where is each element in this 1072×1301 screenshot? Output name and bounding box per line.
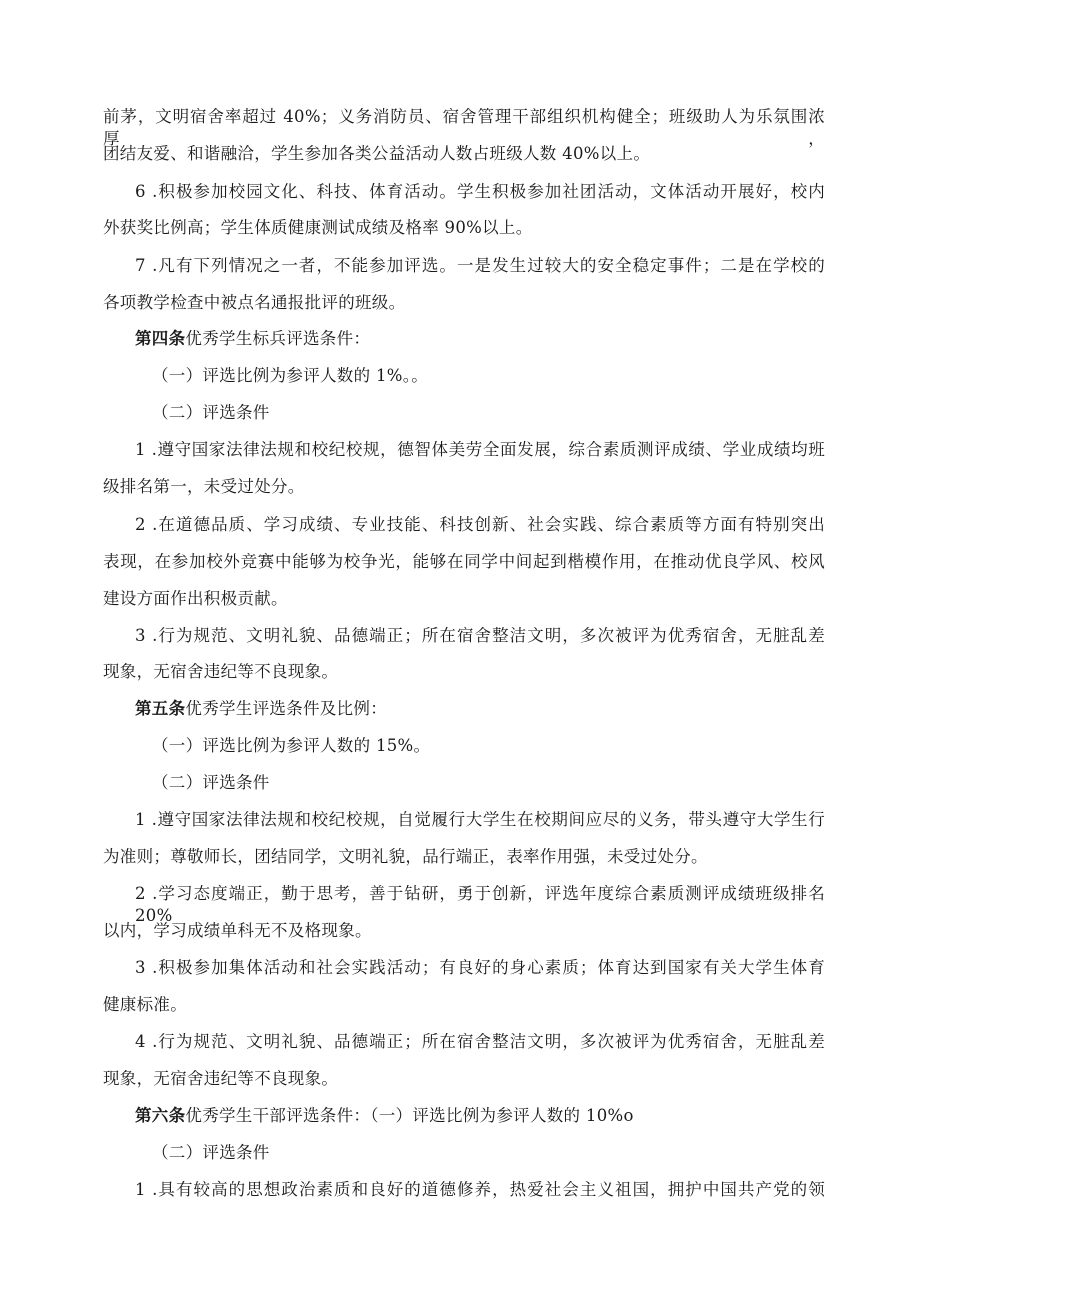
article-number: 第五条 xyxy=(135,699,186,718)
text-line: 2 .在道德品质、学习成绩、专业技能、科技创新、社会实践、综合素质等方面有特别突出 xyxy=(135,515,825,534)
text-line: （一）评选比例为参评人数的 1%。。 xyxy=(152,366,429,385)
text-line: 现象，无宿舍违纪等不良现象。 xyxy=(103,662,339,681)
text-line: 7 .凡有下列情况之一者，不能参加评选。一是发生过较大的安全稳定事件；二是在学校的 xyxy=(135,256,825,275)
text-line: 前茅，文明宿舍率超过 40%；义务消防员、宿舍管理干部组织机构健全；班级助人为乐氛围浓厚， xyxy=(103,107,825,148)
text-line: 1 .遵守国家法律法规和校纪校规，自觉履行大学生在校期间应尽的义务，带头遵守大学生行 xyxy=(135,810,825,829)
text-line: 1 .遵守国家法律法规和校纪校规，德智体美劳全面发展，综合素质测评成绩、学业成绩均班 xyxy=(135,440,825,459)
article-heading-6: 第六条优秀学生干部评选条件：（一）评选比例为参评人数的 10%o xyxy=(135,1106,634,1125)
text-line: （二）评选条件 xyxy=(152,1143,270,1162)
text-line: （一）评选比例为参评人数的 15%。 xyxy=(152,736,431,755)
text-line: 3 .行为规范、文明礼貌、品德端正；所在宿舍整洁文明，多次被评为优秀宿舍，无脏乱差 xyxy=(135,626,825,645)
text-line: （二）评选条件 xyxy=(152,773,270,792)
text-line: 表现，在参加校外竞赛中能够为校争光，能够在同学中间起到楷模作用，在推动优良学风、校风 xyxy=(103,552,825,571)
text-line: 级排名第一，未受过处分。 xyxy=(103,477,305,496)
text-line: 各项教学检查中被点名通报批评的班级。 xyxy=(103,293,406,312)
text-line: 健康标准。 xyxy=(103,995,187,1014)
text-line: 2 .学习态度端正，勤于思考，善于钻研，勇于创新，评选年度综合素质测评成绩班级排名 20% xyxy=(135,884,825,925)
text-line: 6 .积极参加校园文化、科技、体育活动。学生积极参加社团活动，文体活动开展好，校内 xyxy=(135,182,825,201)
text-line: 3 .积极参加集体活动和社会实践活动；有良好的身心素质；体育达到国家有关大学生体育 xyxy=(135,958,825,977)
text-line: 以内，学习成绩单科无不及格现象。 xyxy=(103,921,372,940)
text-line: 建设方面作出积极贡献。 xyxy=(103,589,288,608)
text-line: 为准则；尊敬师长，团结同学，文明礼貌，品行端正，表率作用强，未受过处分。 xyxy=(103,847,708,866)
text-line: 团结友爱、和谐融洽，学生参加各类公益活动人数占班级人数 40%以上。 xyxy=(103,144,651,163)
article-number: 第六条 xyxy=(135,1106,186,1125)
text-line: 4 .行为规范、文明礼貌、品德端正；所在宿舍整洁文明，多次被评为优秀宿舍，无脏乱差 xyxy=(135,1032,825,1051)
article-number: 第四条 xyxy=(135,329,186,348)
text-line: 1 .具有较高的思想政治素质和良好的道德修养，热爱社会主义祖国，拥护中国共产党的领 xyxy=(135,1180,825,1199)
text-line: 外获奖比例高；学生体质健康测试成绩及格率 90%以上。 xyxy=(103,218,533,237)
article-heading-4: 第四条优秀学生标兵评选条件： xyxy=(135,329,371,348)
article-heading-5: 第五条优秀学生评选条件及比例： xyxy=(135,699,388,718)
text-line: 现象，无宿舍违纪等不良现象。 xyxy=(103,1069,339,1088)
text-line: （二）评选条件 xyxy=(152,403,270,422)
